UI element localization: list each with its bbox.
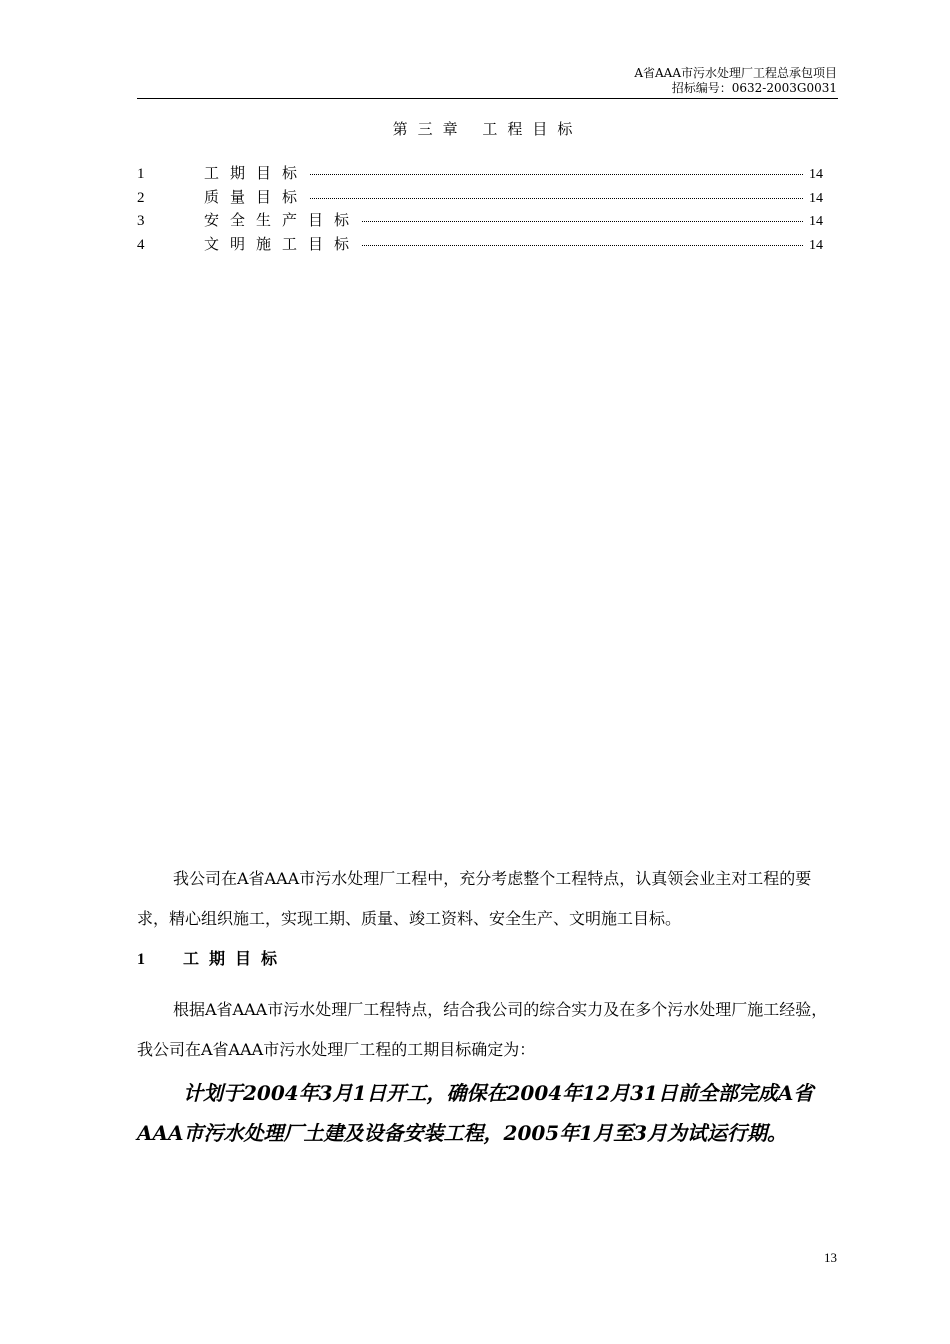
toc-dot-leader: [310, 174, 803, 175]
section-number: 1: [137, 951, 145, 968]
toc-entry-number: 4: [137, 236, 145, 253]
toc-entry-number: 2: [137, 189, 145, 206]
toc-entry-page: 14: [809, 237, 823, 253]
toc-entry-number: 1: [137, 166, 145, 182]
toc-entry-title: 工期目标: [204, 164, 309, 182]
schedule-goal-statement: 计划于2004年3月1日开工，确保在2004年12月31日前全部完成A省AAA市污水处理厂土建及设备安装工程，2005年1月至3月为试运行期。: [137, 1081, 814, 1145]
toc-entry[interactable]: [137, 209, 823, 233]
toc-entry-page: 14: [809, 214, 823, 229]
toc-entry-title: 文明施工目标: [204, 234, 361, 253]
toc-entry-page: 14: [809, 190, 823, 206]
intro-paragraph: 我公司在A省AAA市污水处理厂工程中，充分考虑整个工程特点，认真领会业主对工程的要求，精心组织施工，实现工期、质量、竣工资料、安全生产、文明施工目标。: [137, 869, 812, 928]
toc-entry-page: 14: [809, 167, 823, 182]
page-header: [634, 66, 837, 96]
toc-dot-leader: [310, 198, 803, 199]
toc-entry[interactable]: [137, 233, 823, 257]
header-tender-number: 招标编号：0632-2003G0031: [671, 81, 837, 95]
section-heading: [137, 946, 287, 969]
toc-entry[interactable]: [137, 162, 823, 186]
section-paragraph: 根据A省AAA市污水处理厂工程特点，结合我公司的综合实力及在多个污水处理厂施工经验，我公司在A省AAA市污水处理厂工程的工期目标确定为：: [137, 1000, 828, 1059]
table-of-contents: [137, 162, 823, 256]
section-title: 工期目标: [183, 949, 288, 968]
toc-dot-leader: [362, 221, 803, 222]
toc-entry-title: 质量目标: [204, 187, 309, 206]
header-divider: [137, 98, 838, 99]
page-number: 13: [824, 1250, 837, 1265]
toc-entry-title: 安全生产目标: [204, 211, 361, 229]
toc-entry-number: 3: [137, 213, 145, 229]
toc-dot-leader: [362, 245, 803, 246]
chapter-title: 第三章 工程目标: [392, 120, 583, 138]
toc-entry[interactable]: [137, 186, 823, 210]
header-project-name: A省AAA市污水处理厂工程总承包项目: [634, 66, 837, 80]
